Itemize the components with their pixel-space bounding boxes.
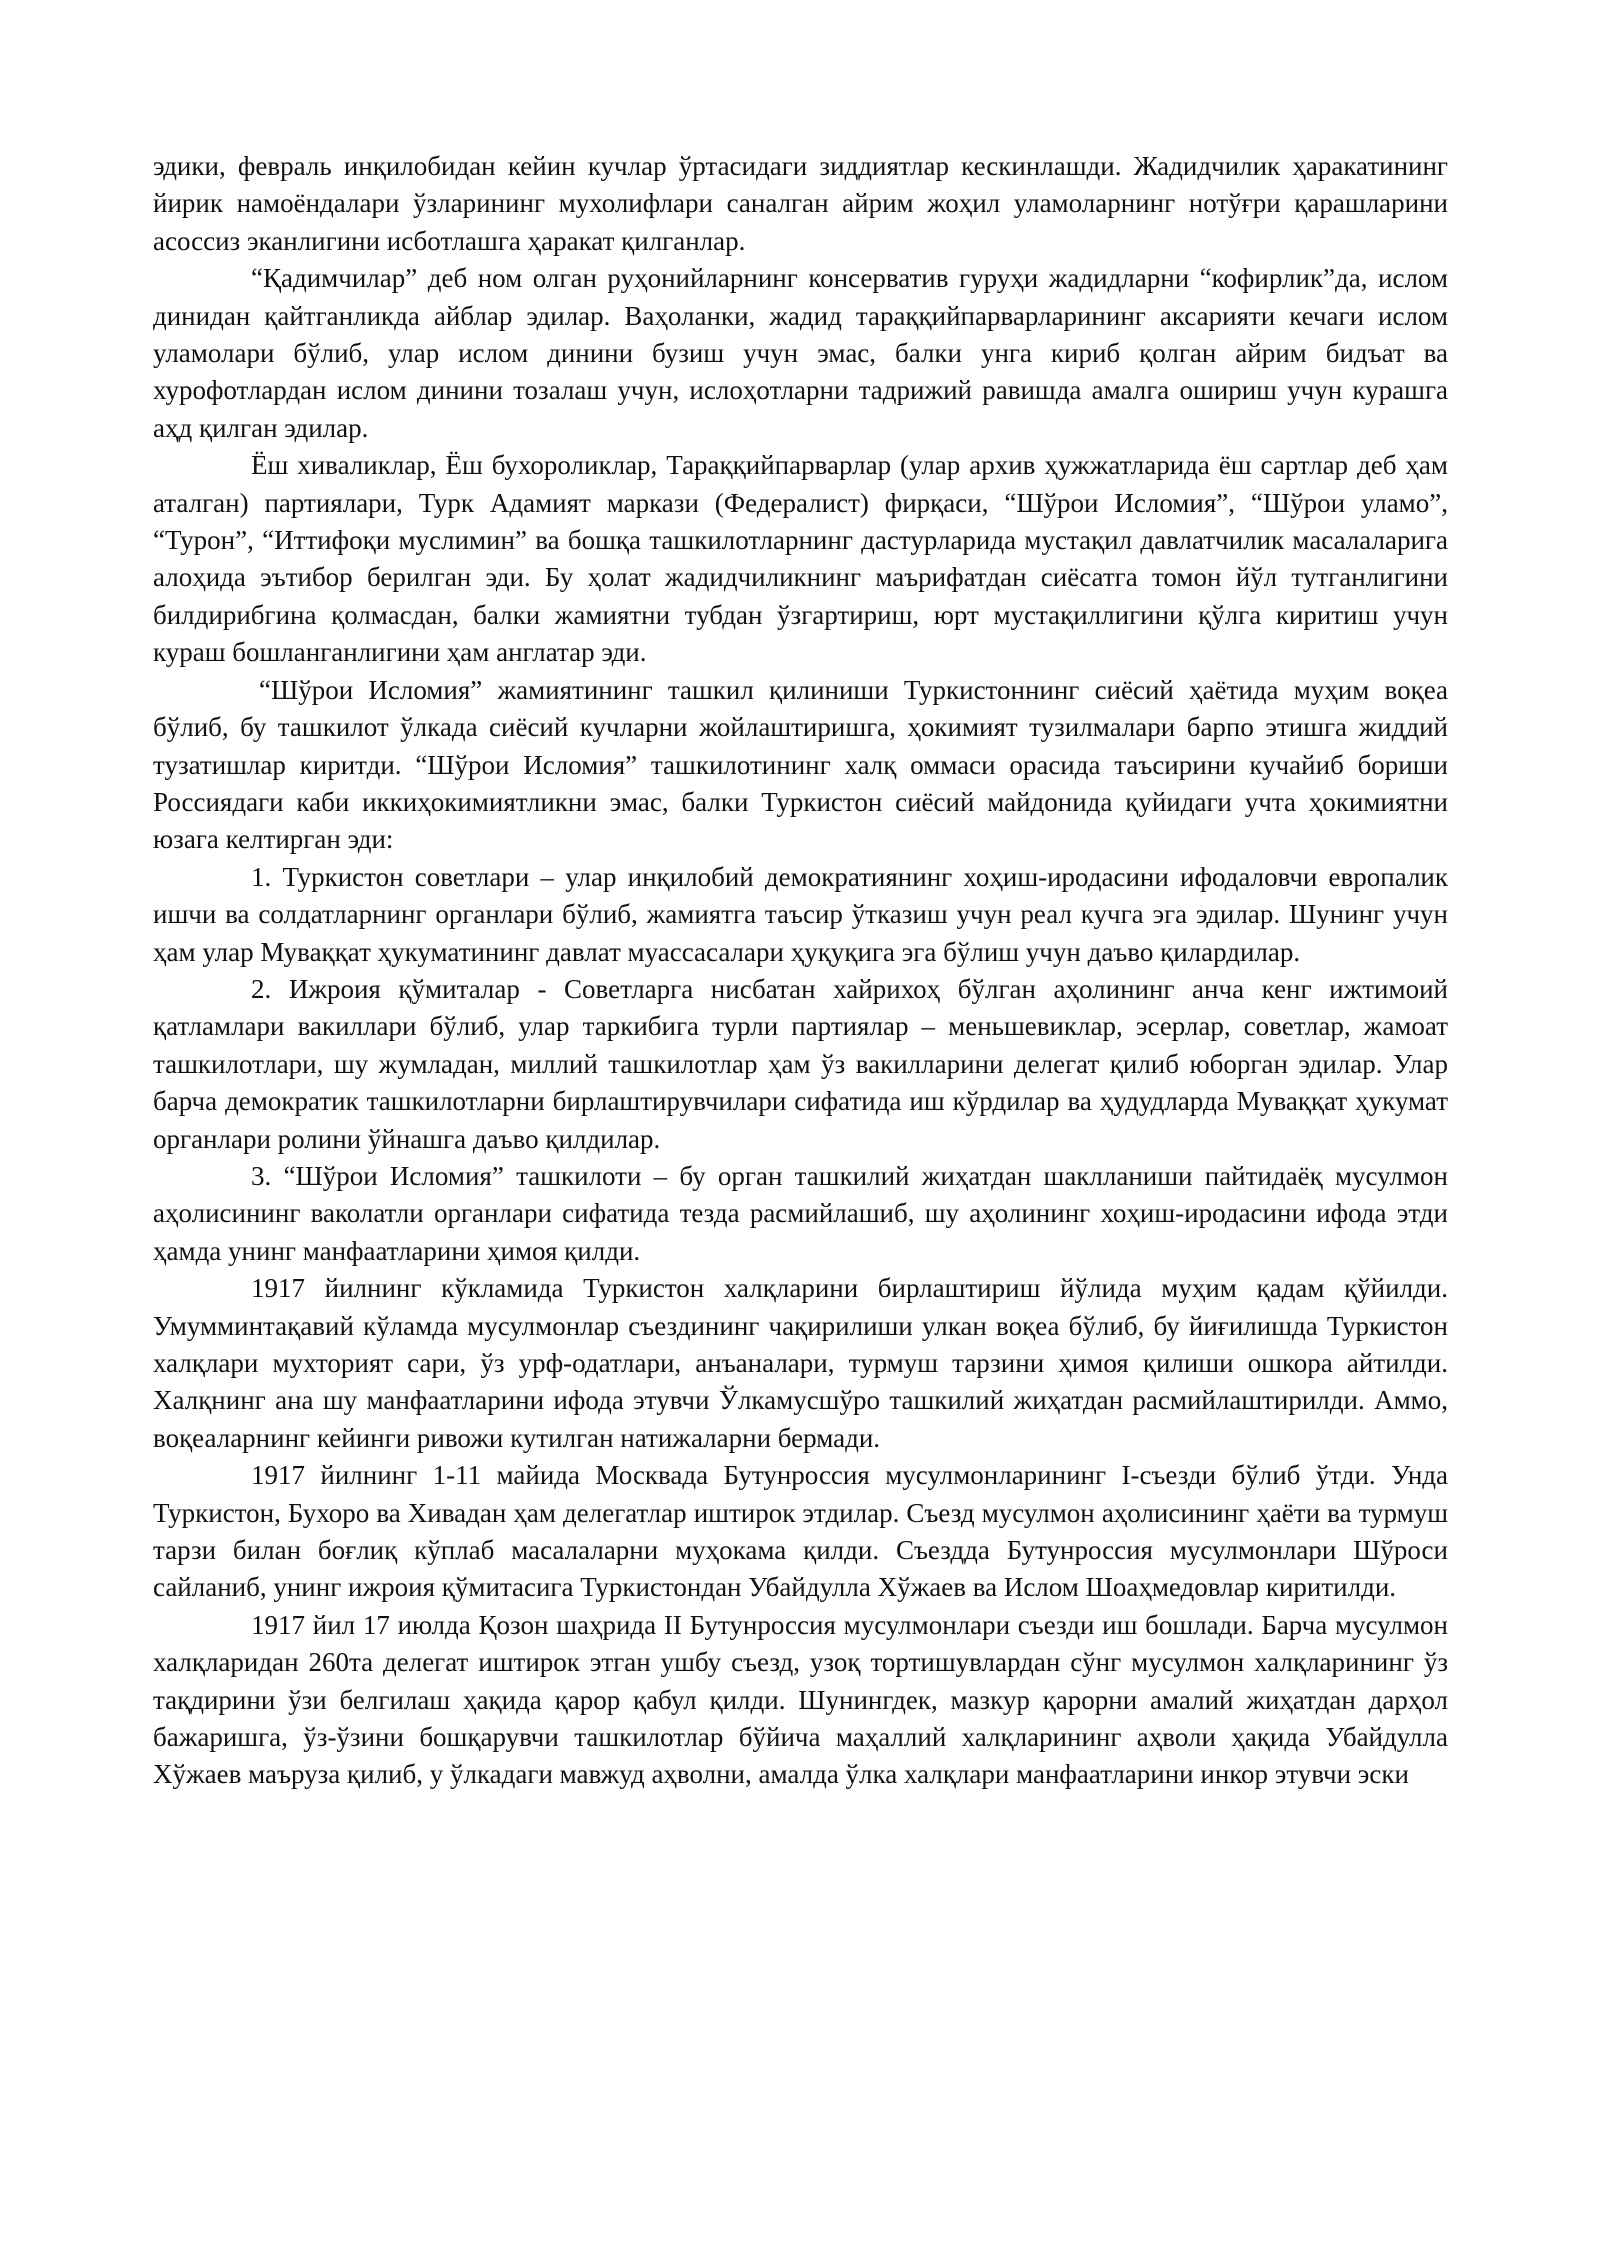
paragraph-moscow-congress: 1917 йилнинг 1-11 майида Москвада Бутунроссия мусулмонларининг I-съезди бўлиб ўтди. Унда Туркистон, Бухоро ва Хивадан ҳам делегатлар иштирок этдилар. Съезд мусулмон аҳолисининг ҳаёти ва турмуш тарзи билан боғлиқ кўплаб масалаларни муҳокама қилди. Съездда Бутунроссия мусулмонлари Шўроси сайланиб, унинг ижроия қўмитасига Туркистондан Убайдулла Хўжаев ва Ислом Шоаҳмедовлар киритилди. xyxy=(153,1460,1448,1603)
list-item-turkestan-soviets: 1. Туркистон советлари – улар инқилобий демократиянинг хоҳиш-иродасини ифодаловчи европалик ишчи ва солдатларнинг органлари бўлиб, жамиятга таъсир ўтказиш учун реал кучга эга эдилар. Шунинг учун ҳам улар Муваққат ҳукуматининг давлат муассасалари ҳуқуқига эга бўлиш учун даъво қилардилар. xyxy=(153,861,1448,967)
document-body xyxy=(153,148,1448,1794)
paragraph-parties: Ёш хиваликлар, Ёш бухороликлар, Тараққийпарварлар (улар архив ҳужжатларида ёш сартлар деб ҳам аталган) партиялари, Турк Адамият маркази (Федералист) фирқаси, “Шўрои Исломия”, “Шўрои уламо”, “Турон”, “Иттифоқи муслимин” ва бошқа ташкилотларнинг дастурларида мустақил давлатчилик масалаларига алоҳида эътибор берилган эди. Бу ҳолат жадидчиликнинг маърифатдан сиёсатга томон йўл тутганлигини билдирибгина қолмасдан, балки жамиятни тубдан ўзгартириш, юрт мустақиллигини қўлга киритиш учун кураш бошланганлигини ҳам англатар эди. xyxy=(153,450,1448,668)
paragraph-qadimchilar: “Қадимчилар” деб ном олган руҳонийларнинг консерватив гуруҳи жадидларни “кофирлик”да, ислом динидан қайтганликда айблар эдилар. Ваҳоланки, жадид тараққийпарварларининг аксарияти кечаги ислом уламолари бўлиб, улар ислом динини бузиш учун эмас, балки унга кириб қолган айрим бидъат ва хурофотлардан ислом динини тозалаш учун, ислоҳотларни тадрижий равишда амалга ошириш учун курашга аҳд қилган эдилар. xyxy=(153,263,1448,443)
list-item-shuroi-islomiya-organization: 3. “Шўрои Исломия” ташкилоти – бу орган ташкилий жиҳатдан шаклланиши пайтидаёқ мусулмон аҳолисининг ваколатли органлари сифатида тезда расмийлашиб, шу аҳолининг хоҳиш-иродасини ифода этди ҳамда унинг манфаатларини ҳимоя қилди. xyxy=(153,1160,1448,1266)
paragraph-spring-1917: 1917 йилнинг кўкламида Туркистон халқларини бирлаштириш йўлида муҳим қадам қўйилди. Умумминтақавий кўламда мусулмонлар съездининг чақирилиши улкан воқеа бўлиб, бу йиғилишда Туркистон халқлари мухторият сари, ўз урф-одатлари, анъаналари, турмуш тарзини ҳимоя қилиши ошкора айтилди. Халқнинг ана шу манфаатларини ифода этувчи Ўлкамусшўро ташкилий жиҳатдан расмийлаштирилди. Аммо, воқеаларнинг кейинги ривожи кутилган натижаларни бермади. xyxy=(153,1273,1448,1453)
paragraph-shuroi-islomiya: “Шўрои Исломия” жамиятининг ташкил қилиниши Туркистоннинг сиёсий ҳаётида муҳим воқеа бўлиб, бу ташкилот ўлкада сиёсий кучларни жойлаштиришга, ҳокимият тузилмалари барпо этишга жиддий тузатишлар киритди. “Шўрои Исломия” ташкилотининг халқ оммаси орасида таъсирини кучайиб бориши Россиядаги каби иккиҳокимиятликни эмас, балки Туркистон сиёсий майдонида қуйидаги учта ҳокимиятни юзага келтирган эди: xyxy=(153,674,1448,855)
list-item-executive-committees: 2. Ижроия қўмиталар - Советларга нисбатан хайрихоҳ бўлган аҳолининг анча кенг ижтимоий қатламлари вакиллари бўлиб, улар таркибига турли партиялар – меньшевиклар, эсерлар, советлар, жамоат ташкилотлари, шу жумладан, миллий ташкилотлар ҳам ўз вакилларини делегат қилиб юборган эдилар. Улар барча демократик ташкилотларни бирлаштирувчилари сифатида иш кўрдилар ва ҳудудларда Муваққат ҳукумат органлари ролини ўйнашга даъво қилдилар. xyxy=(153,973,1448,1154)
paragraph-kazan-congress: 1917 йил 17 июлда Қозон шаҳрида II Бутунроссия мусулмонлари съезди иш бошлади. Барча мусулмон халқларидан 260та делегат иштирок этган ушбу съезд, узоқ тортишувлардан сўнг мусулмон халқларининг ўз тақдирини ўзи белгилаш ҳақида қарор қабул қилди. Шунингдек, мазкур қарорни амалий жиҳатдан дарҳол бажаришга, ўз-ўзини бошқарувчи ташкилотлар бўйича маҳаллий халқларининг аҳволи ҳақида Убайдулла Хўжаев маъруза қилиб, у ўлкадаги мавжуд аҳволни, амалда ўлка халқлари манфаатларини инкор этувчи эски xyxy=(153,1609,1448,1790)
paragraph-jadid-conflicts: эдики, февраль инқилобидан кейин кучлар ўртасидаги зиддиятлар кескинлашди. Жадидчилик ҳаракатининг йирик намоёндалари ўзларининг мухолифлари саналган айрим жоҳил уламоларнинг нотўғри қарашларини асоссиз эканлигини исботлашга ҳаракат қилганлар. xyxy=(153,151,1448,256)
